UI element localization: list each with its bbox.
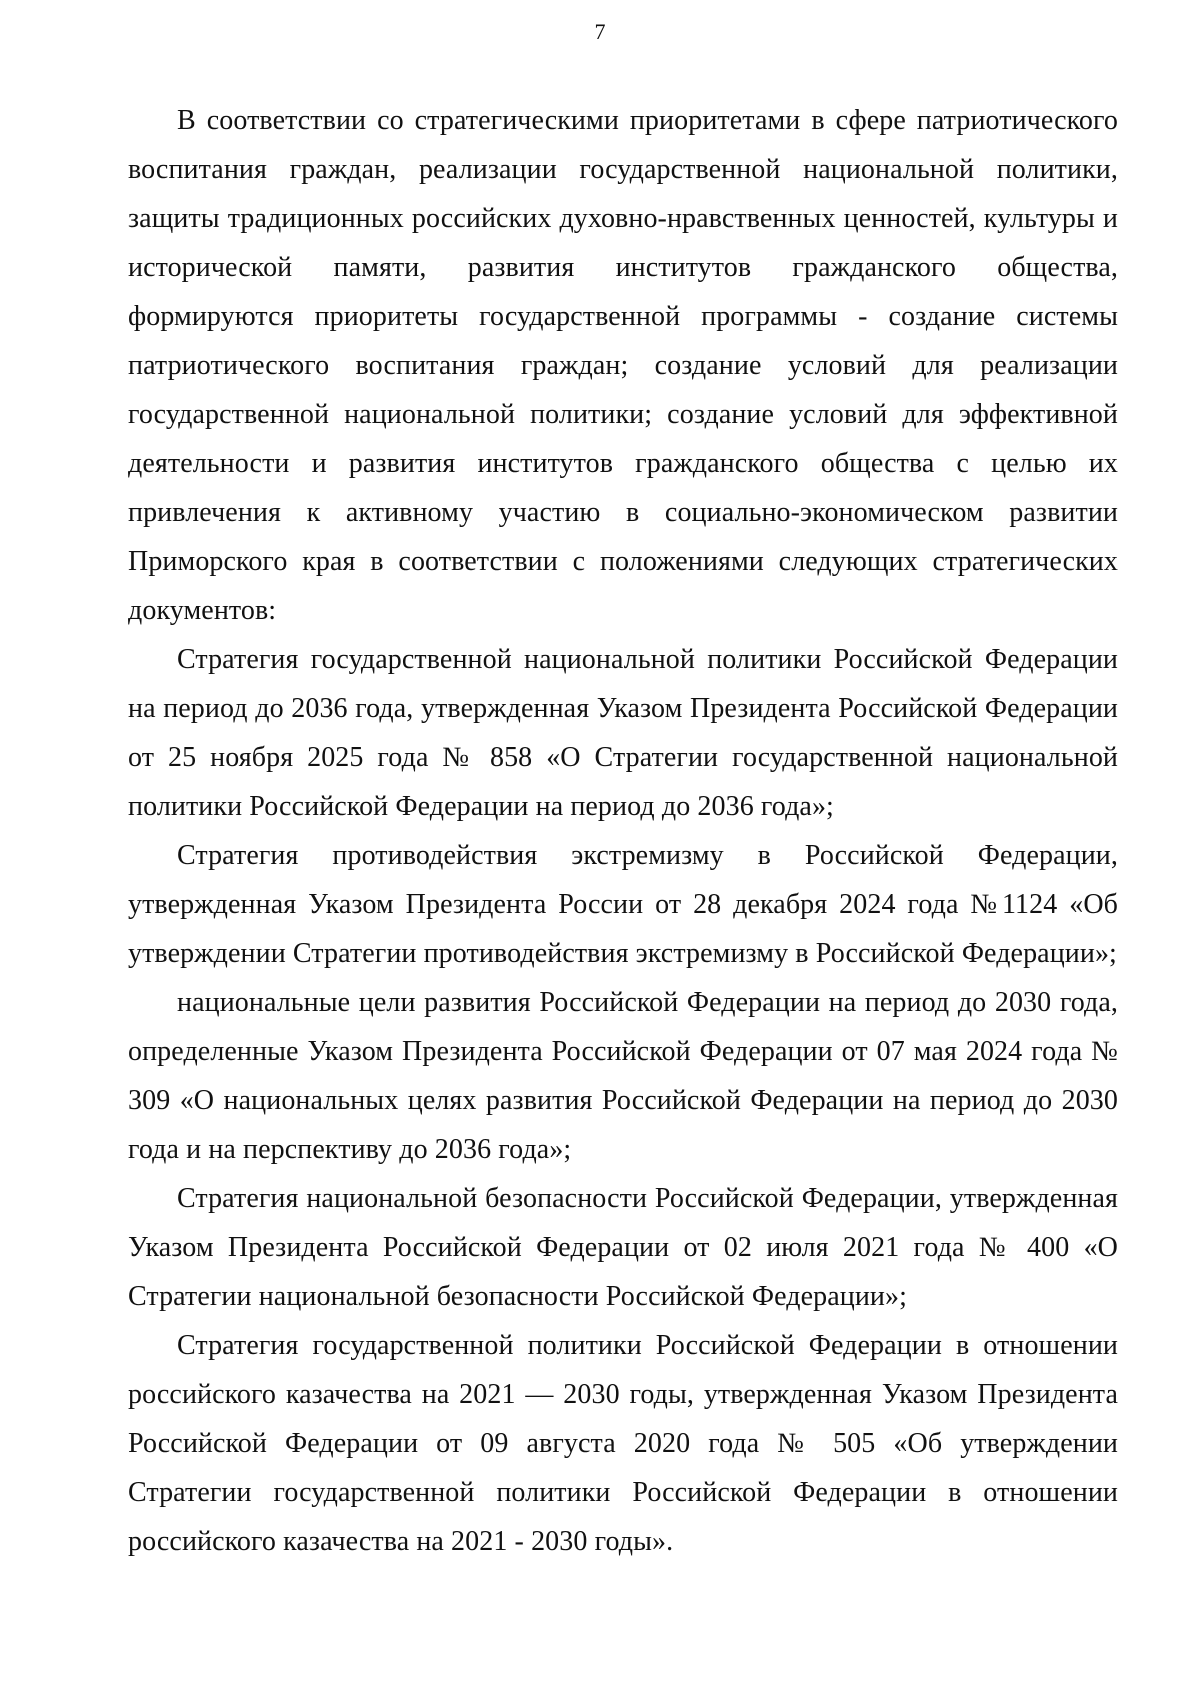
paragraph-national-security-strategy: Стратегия национальной безопасности Российской Федерации, утвержденная Указом Президента Российской Федерации от 02 июля 2021 года № 400 «О Стратегии национальной безопасности Российской Федерации»; [128, 1183, 1118, 1312]
document-body [128, 96, 1118, 1566]
paragraph-strategic-priorities: В соответствии со стратегическими приоритетами в сфере патриотического воспитания граждан, реализации государственной национальной политики, защиты традиционных российских духовно-нравственных ценностей, культуры и исторической памяти, развития институтов гражданского общества, формируются приоритеты государственной программы - создание системы патриотического воспитания граждан; создание условий для реализации государственной национальной политики; создание условий для эффективной деятельности и развития институтов гражданского общества с целью их привлечения к активному участию в социально-экономическом развитии Приморского края в соответствии с положениями следующих стратегических документов: [128, 105, 1118, 626]
paragraph-national-policy-strategy: Стратегия государственной национальной политики Российской Федерации на период до 2036 года, утвержденная Указом Президента Российской Федерации от 25 ноября 2025 года № 858 «О Стратегии государственной национальной политики Российской Федерации на период до 2036 года»; [128, 644, 1118, 822]
page-number: 7 [594, 19, 606, 44]
paragraph-national-development-goals: национальные цели развития Российской Федерации на период до 2030 года, определенные Указом Президента Российской Федерации от 07 мая 2024 года № 309 «О национальных целях развития Российской Федерации на период до 2030 года и на перспективу до 2036 года»; [128, 987, 1118, 1165]
paragraph-counter-extremism-strategy: Стратегия противодействия экстремизму в Российской Федерации, утвержденная Указом Президента России от 28 декабря 2024 года №1124 «Об утверждении Стратегии противодействия экстремизму в Российской Федерации»; [128, 840, 1118, 969]
paragraph-cossack-policy-strategy: Стратегия государственной политики Российской Федерации в отношении российского казачества на 2021 — 2030 годы, утвержденная Указом Президента Российской Федерации от 09 августа 2020 года № 505 «Об утверждении Стратегии государственной политики Российской Федерации в отношении российского казачества на 2021 - 2030 годы». [128, 1330, 1118, 1557]
